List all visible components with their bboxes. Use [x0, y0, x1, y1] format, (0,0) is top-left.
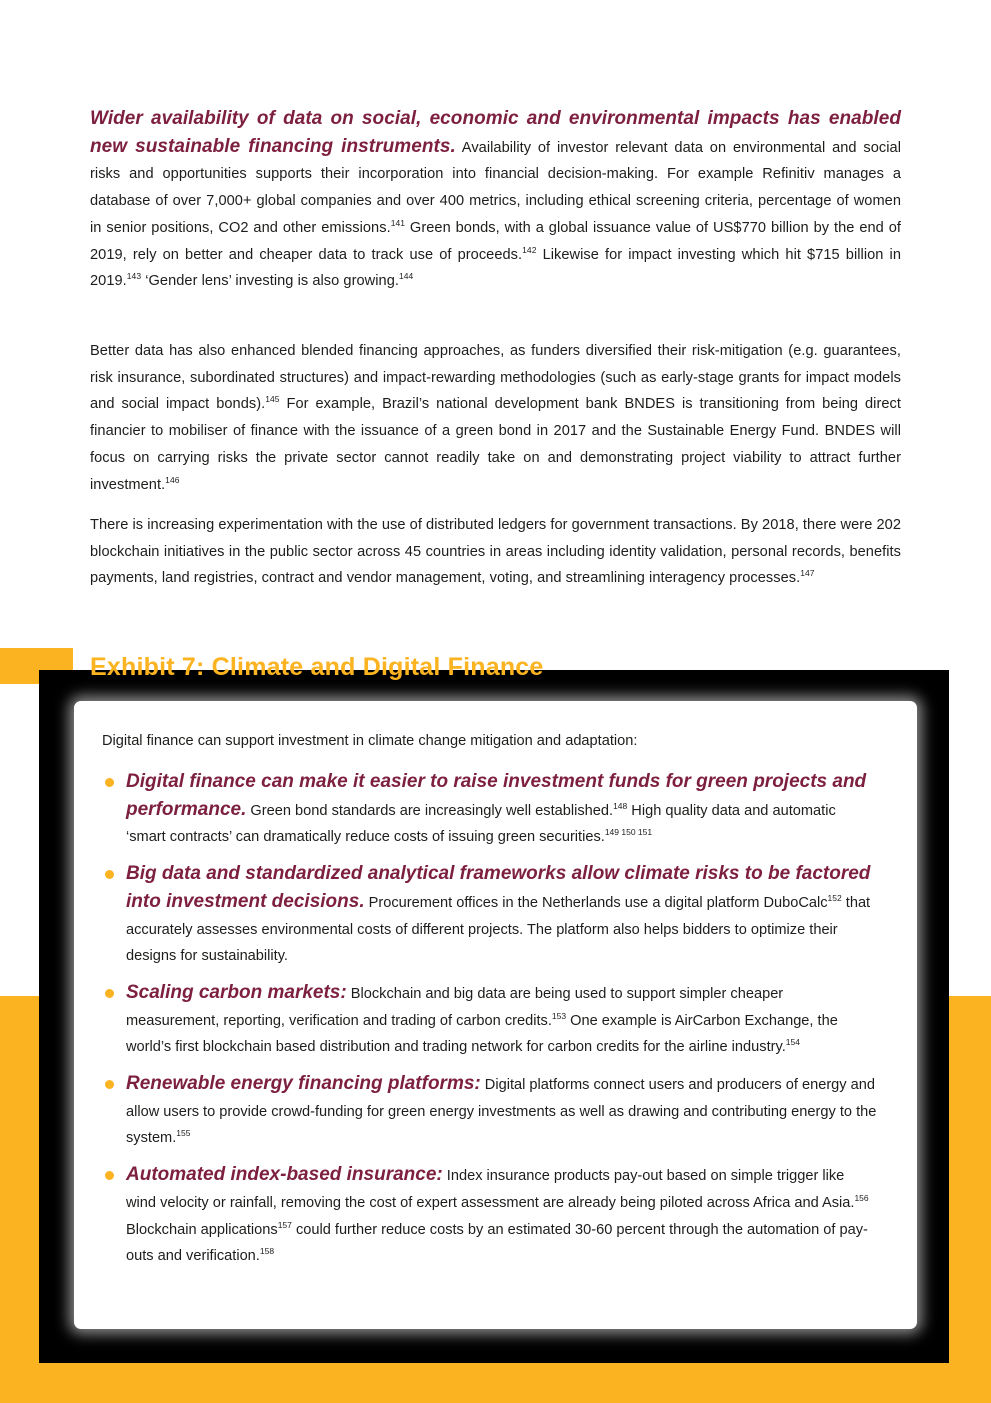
exhibit-title: Exhibit 7: Climate and Digital Finance — [90, 653, 544, 681]
footnote-ref: 158 — [259, 1246, 275, 1257]
footnote-ref: 155 — [176, 1128, 191, 1139]
footnote-ref: 152 — [827, 892, 842, 903]
bullet-dot-icon — [105, 870, 114, 879]
footnote-ref: 142 — [522, 244, 537, 255]
exhibit-card — [74, 701, 917, 1329]
footnote-ref: 149 150 151 — [604, 827, 653, 838]
bullet-dot-icon — [105, 1171, 114, 1180]
bullet-dot-icon — [105, 989, 114, 998]
paragraph-lead: Wider availability of data on social, economic and environmental impacts has enabled new sustainable financing instruments. — [90, 108, 901, 157]
footnote-ref: 156 — [854, 1192, 869, 1203]
paragraph-sustainable-financing: Wider availability of data on social, economic and environmental impacts has enabled new sustainable financing instruments. Availability of investor relevant data on environmental and social risks and opportunities supports their incorporation into financial decision-making. For example Refinitiv manages a database of over 7,000+ global companies and over 400 metrics, including ethical screening criteria, percentage of women in senior positions, CO2 and other emissions.$^{141}$ Green bonds, with a global issuance value of US$770 billion by the end of 2019, rely on better and cheaper data to track use of proceeds.$^{142}$ Likewise for impact investing which hit $715 billion in 2019.$^{143}$ ‘Gender lens’ investing is also growing.$^{144}$ — [90, 108, 901, 290]
paragraph-distributed-ledgers: There is increasing experimentation with the use of distributed ledgers for government transactions. By 2018, there were 202 blockchain initiatives in the public sector across 45 countries in areas including identity validation, personal records, benefits payments, land registries, contract and vendor management, voting, and streamlining interagency processes.$^{147}$ — [90, 517, 901, 587]
footnote-ref: 157 — [277, 1219, 292, 1230]
bullet-green-projects: Digital finance can make it easier to raise investment funds for green projects and performance. Green bond standards are increasingly well established.$^{148}$ High quality data and automatic ‘smart contracts’ can dramatically reduce costs of issuing green securities.$^{149 150 151}$ — [74, 769, 917, 851]
exhibit-bullet-list — [74, 769, 917, 1270]
footnote-ref: 153 — [551, 1010, 567, 1021]
footnote-ref: 145 — [265, 394, 280, 405]
bullet-carbon-markets: Scaling carbon markets: Blockchain and big data are being used to support simpler cheaper measurement, reporting, verification and trading of carbon credits.$^{153}$ One example is AirCarbon Exchange, the world’s first blockchain based distribution and trading network for carbon credits for the airline industry.$^{154}$ — [74, 980, 917, 1061]
exhibit-intro: Digital finance can support investment in climate change mitigation and adaptation: — [102, 733, 638, 749]
footnote-ref: 143 — [126, 271, 142, 282]
bullet-index-insurance: Automated index-based insurance: Index insurance products pay-out based on simple trigger like wind velocity or rainfall, removing the cost of expert assessment are already being piloted across Africa and Asia.$^{156}$ Blockchain applications$^{157}$ could further reduce costs by an estimated 30-60 percent through the automation of pay-outs and verification.$^{158}$ — [74, 1162, 917, 1270]
paragraph-blended-financing: Better data has also enhanced blended financing approaches, as funders diversified their risk-mitigation (e.g. guarantees, risk insurance, subordinated structures) and impact-rewarding methodologies (such as early-stage grants for impact models and social impact bonds).$^{145}$ For example, Brazil’s national development bank BNDES is transitioning from being direct financier to mobiliser of finance with the issuance of a green bond in 2017 and the Sustainable Energy Fund. BNDES will focus on carrying risks the private sector cannot readily take on and demonstrating project viability to attract further investment.$^{146}$ — [90, 343, 902, 493]
footnote-ref: 141 — [390, 217, 406, 228]
bullet-big-data: Big data and standardized analytical frameworks allow climate risks to be factored into investment decisions. Procurement offices in the Netherlands use a digital platform DuboCalc$^{152}$ that accurately assesses environmental costs of different projects. The platform also helps bidders to optimize their designs for sustainability. — [74, 861, 917, 970]
bullet-dot-icon — [105, 1080, 114, 1089]
footnote-ref: 147 — [800, 568, 815, 579]
footnote-ref: 154 — [785, 1037, 800, 1048]
footnote-ref: 146 — [165, 474, 180, 485]
footnote-ref: 144 — [398, 271, 414, 282]
bullet-renewable-energy: Renewable energy financing platforms: Digital platforms connect users and producers of energy and allow users to provide crowd-funding for green energy investments as well as drawing and contributing energy to the system.$^{155}$ — [74, 1071, 917, 1152]
bullet-dot-icon — [105, 778, 114, 787]
footnote-ref: 148 — [613, 800, 628, 811]
